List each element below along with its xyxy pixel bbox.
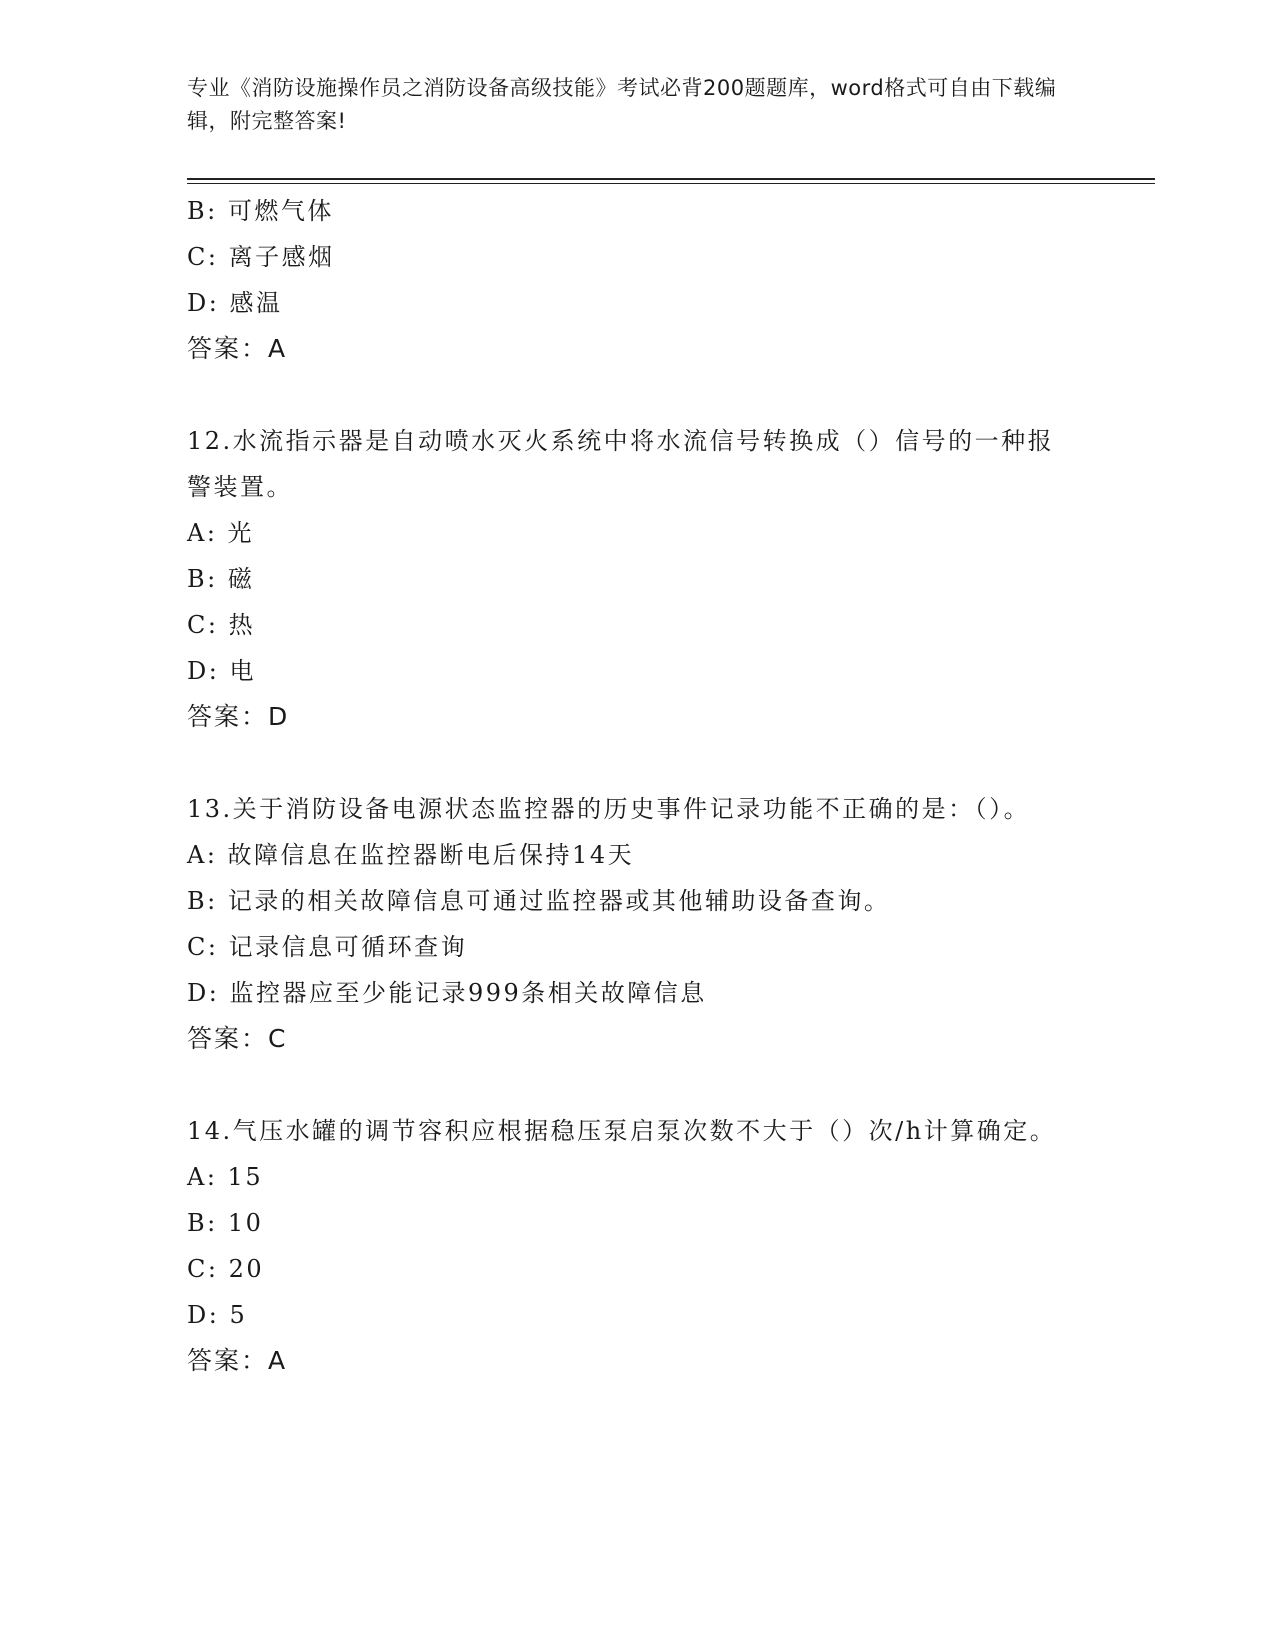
answer-line: 答案：C <box>187 1024 288 1053</box>
option-d: D: 电 <box>187 657 256 685</box>
option-a: A: 故障信息在监控器断电后保持14天 <box>187 841 635 869</box>
question-12 <box>187 418 1087 740</box>
option-b: B: 记录的相关故障信息可通过监控器或其他辅助设备查询。 <box>187 887 891 915</box>
option-c: C: 记录信息可循环查询 <box>187 933 468 961</box>
partial-question <box>187 188 1087 372</box>
question-13 <box>187 786 1087 1062</box>
header-divider-thin <box>187 183 1155 184</box>
document-body <box>187 188 1087 1384</box>
option-d: D: 5 <box>187 1301 248 1329</box>
option-c: C: 热 <box>187 611 256 639</box>
option-d: D: 感温 <box>187 289 283 317</box>
option-a: A: 光 <box>187 519 255 547</box>
question-text: 13.关于消防设备电源状态监控器的历史事件记录功能不正确的是：（）。 <box>187 795 1031 823</box>
header-divider-thick <box>187 178 1155 180</box>
option-c: C: 离子感烟 <box>187 243 335 271</box>
answer-line: 答案：A <box>187 1346 288 1375</box>
option-b: B: 10 <box>187 1209 264 1237</box>
document-header: 专业《消防设施操作员之消防设备高级技能》考试必背200题题库，word格式可自由下载编辑，附完整答案! <box>187 76 1057 133</box>
answer-line: 答案：D <box>187 702 290 731</box>
question-text: 14.气压水罐的调节容积应根据稳压泵启泵次数不大于（）次/h计算确定。 <box>187 1117 1057 1145</box>
question-text: 12.水流指示器是自动喷水灭火系统中将水流信号转换成（）信号的一种报警装置。 <box>187 427 1055 501</box>
option-b: B: 磁 <box>187 565 255 593</box>
option-a: A: 15 <box>187 1163 264 1191</box>
question-14 <box>187 1108 1087 1384</box>
answer-line: 答案：A <box>187 334 288 363</box>
option-b: B: 可燃气体 <box>187 197 334 225</box>
option-c: C: 20 <box>187 1255 265 1283</box>
option-d: D: 监控器应至少能记录999条相关故障信息 <box>187 979 707 1007</box>
